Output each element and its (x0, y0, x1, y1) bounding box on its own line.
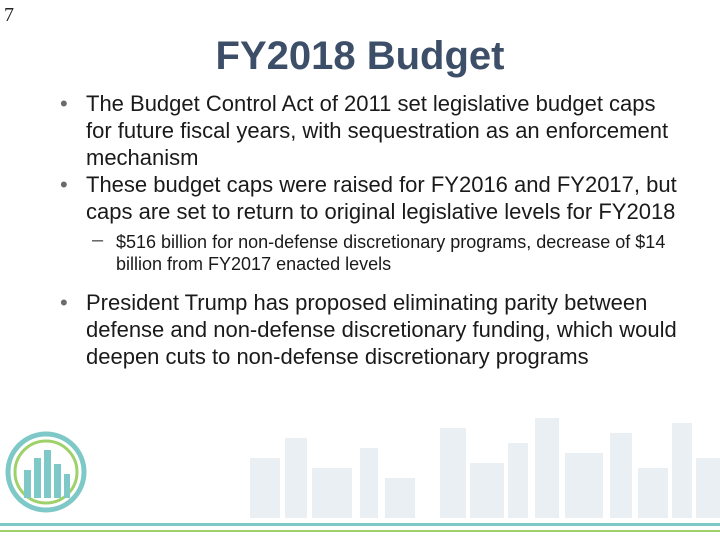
bullet-text: President Trump has proposed eliminating parity between defense and non-defense discretionary funding, which would deepen cuts to non-defense discretionary programs (86, 290, 677, 369)
bullet-item (58, 171, 678, 225)
sub-bullet-text: $516 billion for non-defense discretionary programs, decrease of $14 billion from FY2017 enacted levels (116, 232, 666, 274)
slide-title: FY2018 Budget (215, 34, 505, 78)
sub-bullet-item (92, 229, 678, 275)
footer-green-line (0, 530, 720, 532)
dash-marker: – (92, 229, 104, 251)
bullet-list (58, 90, 678, 225)
bullet-item (58, 289, 678, 370)
sub-bullet-list (58, 231, 678, 275)
footer-band (0, 518, 720, 540)
city-skyline-decoration (0, 408, 720, 518)
bullet-list-2 (58, 289, 678, 370)
city-logo-icon (4, 430, 88, 514)
bullet-marker: • (60, 290, 68, 315)
slide-number: 7 (4, 4, 14, 26)
footer-teal-line (0, 523, 720, 526)
bullet-text: These budget caps were raised for FY2016 and FY2017, but caps are set to return to original legislative levels for FY2018 (86, 172, 677, 224)
bullet-item (58, 90, 678, 171)
slide-content (58, 90, 678, 370)
bullet-marker: • (60, 91, 68, 116)
bullet-text: The Budget Control Act of 2011 set legislative budget caps for future fiscal years, with sequestration as an enforcement mechanism (86, 91, 669, 170)
bullet-marker: • (60, 172, 68, 197)
